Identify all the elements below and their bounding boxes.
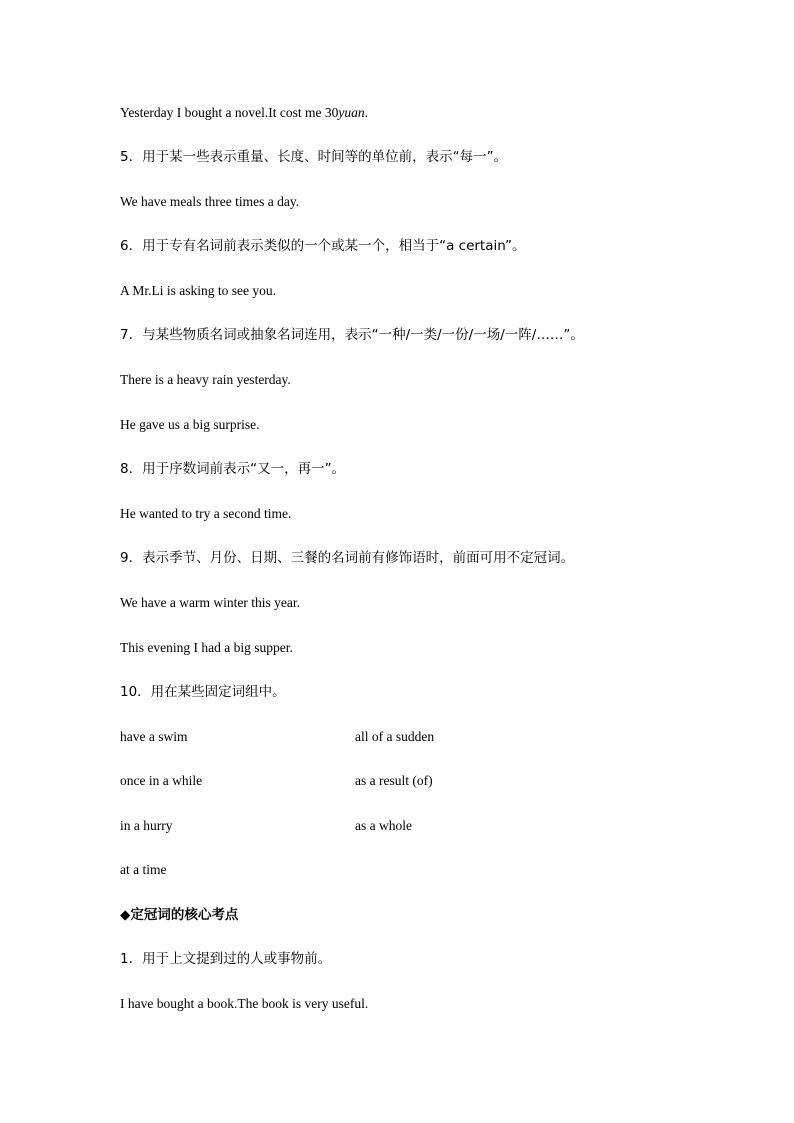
example-sentence: This evening I had a big supper. (120, 640, 293, 655)
phrase: as a result (of) (355, 773, 433, 788)
example-sentence: He gave us a big surprise. (120, 417, 260, 432)
example-sentence: He wanted to try a second time. (120, 506, 292, 521)
phrase: once in a while (120, 773, 203, 788)
rule-item-5: 5．用于某一些表示重量、长度、时间等的单位前，表示“每一”。 (120, 149, 508, 165)
rule-item-8: 8．用于序数词前表示“又一，再一”。 (120, 461, 346, 477)
example-sentence: We have a warm winter this year. (120, 595, 300, 610)
phrase: all of a sudden (355, 729, 435, 744)
italic-word: yuan (338, 105, 365, 120)
example-sentence: There is a heavy rain yesterday. (120, 372, 291, 387)
phrase: at a time (120, 862, 167, 877)
example-sentence: We have meals three times a day. (120, 194, 300, 209)
phrase: as a whole (355, 818, 412, 833)
phrase: have a swim (120, 729, 188, 744)
example-sentence: A Mr.Li is asking to see you. (120, 283, 276, 298)
rule-item-6: 6．用于专有名词前表示类似的一个或某一个，相当于“a certain”。 (120, 238, 526, 254)
rule-item-7: 7．与某些物质名词或抽象名词连用，表示“一种/一类/一份/一场/一阵/……”。 (120, 327, 584, 343)
rule-item-9: 9．表示季节、月份、日期、三餐的名词前有修饰语时，前面可用不定冠词。 (120, 550, 575, 566)
example-sentence: I have bought a book.The book is very useful. (120, 996, 369, 1011)
rule-item-1: 1．用于上文提到过的人或事物前。 (120, 951, 332, 967)
phrase: in a hurry (120, 818, 173, 833)
section-heading: ◆定冠词的核心考点 (120, 907, 239, 923)
rule-item-10: 10．用在某些固定词组中。 (120, 684, 286, 700)
example-sentence: Yesterday I bought a novel.It cost me 30yuan. (120, 105, 368, 120)
